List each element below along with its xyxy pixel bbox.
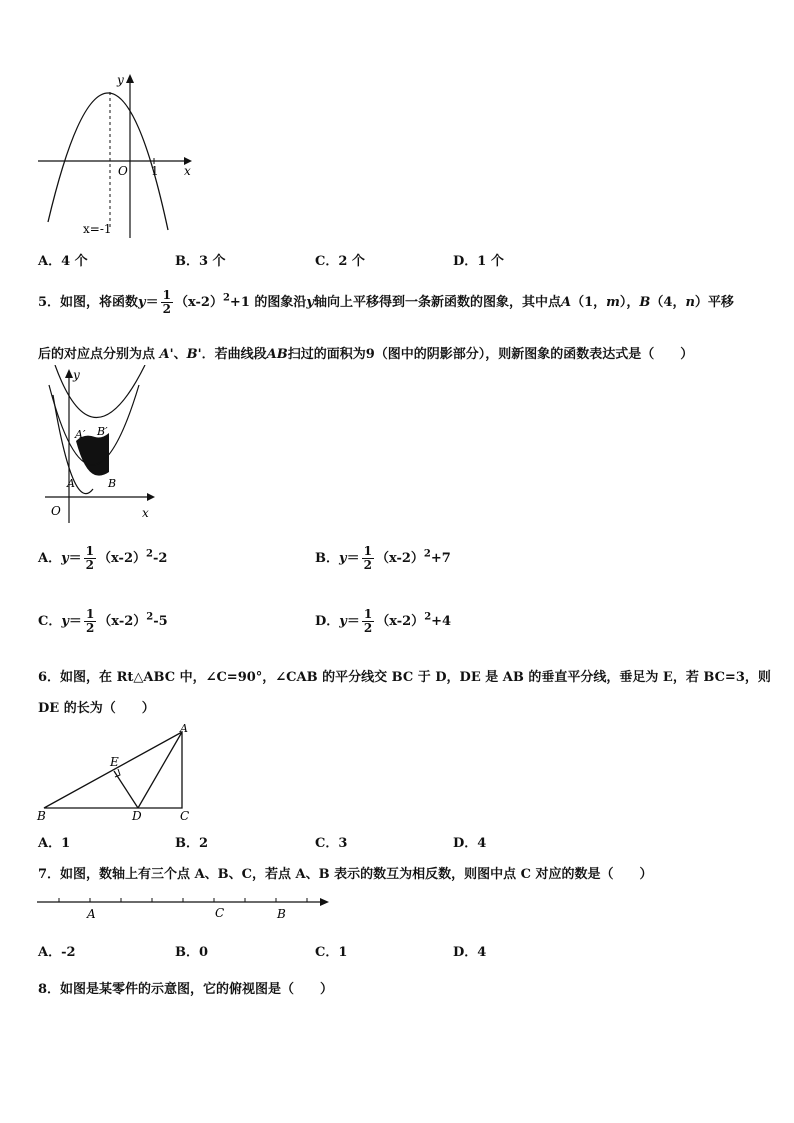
- q8-text: 8．如图是某零件的示意图，它的俯视图是（ ）: [38, 982, 334, 997]
- y-axis-arrow: [65, 369, 73, 378]
- tick-1-label: 1: [151, 164, 159, 178]
- point-d-label: D: [132, 809, 142, 823]
- q5-option-c[interactable]: C．y＝ $\frac{1}{2}$ $(x-2)^2-5$: [38, 607, 168, 635]
- q7-text: 7．如图，数轴上有三个点 A、B、C，若点 A、B 表示的数互为相反数，则图中点 C 对应的数是（ ）: [38, 867, 653, 882]
- point-b-label: B: [277, 907, 286, 921]
- point-a-label: A: [87, 907, 96, 921]
- q5-line2: 后的对应点分别为点 A'、B'．若曲线段AB扫过的面积为9（图中的阴影部分），则新图象的函数表达式是（ ）: [38, 347, 694, 362]
- q4-parabola-figure: [30, 70, 200, 240]
- number-line-arrow: [320, 898, 329, 906]
- q4-option-a[interactable]: A．4 个: [38, 254, 88, 269]
- segment-de: [114, 771, 138, 808]
- q5-line1: 5．如图，将函数y＝ $\frac{1}{2}$ $(x-2)^2+1$ 的图象沿y轴向上平移得到一条新函数的图象，其中点A（1，m），B（4，n）平移: [38, 288, 734, 316]
- x-label: x: [184, 164, 191, 178]
- point-a-label: A: [67, 477, 75, 490]
- y-axis-arrow: [126, 74, 134, 83]
- x-label: x: [142, 506, 149, 520]
- point-e-label: E: [110, 755, 119, 769]
- x-axis-arrow: [147, 493, 155, 501]
- q7-number-line: [35, 890, 335, 925]
- point-a-prime-label: A′: [75, 428, 86, 441]
- q5-number: 5．如图，将函数: [38, 295, 139, 310]
- q4-option-d[interactable]: D．1 个: [453, 254, 504, 269]
- q7-option-c[interactable]: C．1: [315, 945, 348, 960]
- point-a-label: A: [180, 722, 188, 735]
- q6-triangle-figure: [30, 720, 205, 825]
- q5-option-b[interactable]: B．y＝ $\frac{1}{2}$ $(x-2)^2+7$: [315, 544, 451, 572]
- q5-fraction: $\frac{1}{2}$: [162, 288, 171, 316]
- q6-option-b[interactable]: B．2: [175, 836, 209, 851]
- point-b-prime-label: B′: [97, 425, 108, 438]
- q5-translation-figure: [35, 365, 165, 525]
- point-b-label: B: [37, 809, 46, 823]
- y-label: y: [117, 73, 124, 87]
- origin-label: O: [118, 164, 128, 178]
- point-c-label: C: [180, 809, 190, 823]
- q6-option-c[interactable]: C．3: [315, 836, 348, 851]
- q6-option-d[interactable]: D．4: [453, 836, 487, 851]
- q7-option-d[interactable]: D．4: [453, 945, 487, 960]
- y-label: y: [73, 368, 80, 382]
- q6-option-a[interactable]: A．1: [38, 836, 71, 851]
- q4-option-b[interactable]: B．3 个: [175, 254, 226, 269]
- triangle-abc: [44, 732, 182, 808]
- q7-option-b[interactable]: B．0: [175, 945, 209, 960]
- q6-line1: 6．如图，在 Rt△ABC 中，∠C=90°，∠CAB 的平分线交 BC 于 D，DE 是 AB 的垂直平分线，垂足为 E，若 BC=3，则: [38, 670, 771, 685]
- q5-option-d[interactable]: D．y＝ $\frac{1}{2}$ $(x-2)^2+4$: [315, 607, 452, 635]
- q5-option-a[interactable]: A．y＝ $\frac{1}{2}$ $(x-2)^2-2$: [38, 544, 168, 572]
- origin-label: O: [51, 504, 61, 518]
- point-c-label: C: [215, 906, 225, 920]
- axis-label: x=-1: [83, 222, 112, 236]
- q7-option-a[interactable]: A．-2: [38, 945, 76, 960]
- q4-option-c[interactable]: C．2 个: [315, 254, 365, 269]
- q6-line2: DE 的长为（ ）: [38, 701, 155, 716]
- point-b-label: B: [108, 477, 117, 490]
